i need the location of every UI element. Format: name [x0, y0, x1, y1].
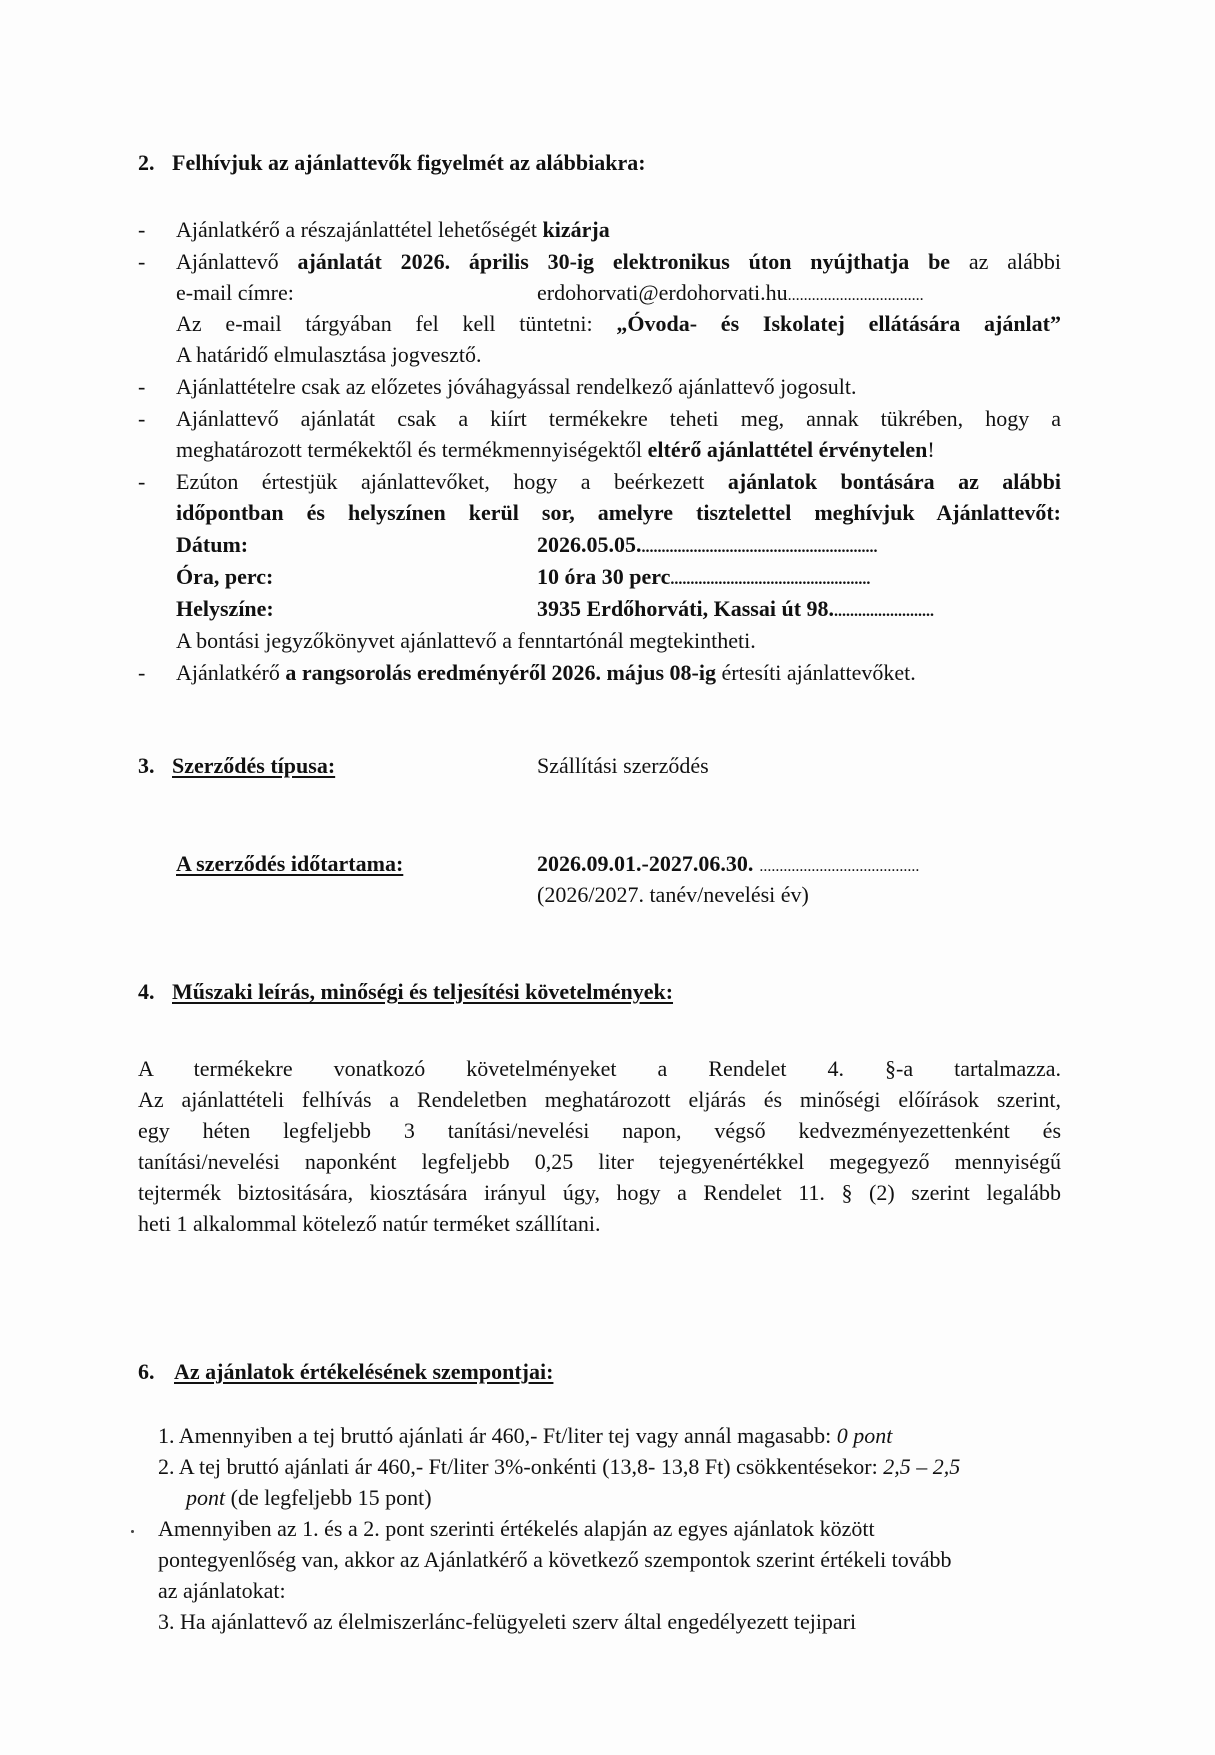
detail-value-location	[537, 594, 934, 627]
paragraph-line: tejtermék biztositására, kiosztására irányul úgy, hogy a Rendelet 11. § (2) szerint legalább	[138, 1180, 1061, 1205]
section-6-heading	[138, 1357, 553, 1387]
criterion-1	[158, 1421, 892, 1451]
paragraph-line: tanítási/nevelési naponként legfeljebb 0,25 liter tejegyenértékkel megegyező mennyiségű	[138, 1149, 1061, 1174]
section-number: 3.	[138, 753, 155, 778]
list-item-line	[176, 467, 1061, 497]
item-bold-text: a rangsorolás eredményéről 2026. május 08-ig	[285, 660, 716, 685]
contract-duration-line	[537, 849, 919, 882]
criterion-text: 2. A tej bruttó ajánlati ár 460,- Ft/liter 3%-onkénti (13,8- 13,8 Ft) csökkentésekor:	[158, 1454, 884, 1479]
paragraph-line: Az ajánlattételi felhívás a Rendeletben meghatározott eljárás és minőségi előírások szerint,	[138, 1087, 1061, 1112]
section-number: 2.	[138, 150, 155, 175]
item-text: meghatározott termékektől és termékmennyiségektől	[176, 437, 648, 462]
dot-leader: ...........................................................	[641, 539, 878, 556]
list-item-line: Ajánlattevő ajánlatát csak a kiírt termékekre teheti meg, annak tükrében, hogy a	[176, 406, 1061, 431]
paragraph-line: A termékekre vonatkozó követelményeket a Rendelet 4. §-a tartalmazza.	[138, 1056, 1061, 1081]
section-4-heading	[138, 977, 673, 1007]
criterion-3: 3. Ha ajánlattevő az élelmiszerlánc-felügyeleti szerv által engedélyezett tejipari	[158, 1609, 857, 1634]
list-item	[176, 215, 610, 245]
section-number: 4.	[138, 979, 155, 1004]
detail-label-location: Helyszíne:	[176, 596, 274, 621]
paragraph-line: heti 1 alkalommal kötelező natúr terméket szállítani.	[138, 1211, 601, 1236]
contract-duration-note: (2026/2027. tanév/nevelési év)	[537, 882, 809, 907]
contract-type-value: Szállítási szerződés	[537, 753, 709, 778]
email-address[interactable]: erdohorvati@erdohorvati.hu	[537, 280, 788, 305]
detail-value-time	[537, 562, 870, 595]
dot-leader: .........................	[834, 603, 935, 620]
bullet-dash: -	[138, 249, 146, 274]
criterion-2	[158, 1452, 960, 1482]
section-title: Felhívjuk az ajánlattevők figyelmét az alábbiakra:	[172, 150, 646, 175]
item-bold-text: kizárja	[542, 217, 610, 242]
criterion-2-continued	[186, 1483, 432, 1513]
item-text: !	[927, 437, 935, 462]
section-title: Az ajánlatok értékelésének szempontjai:	[174, 1359, 554, 1384]
time-value: 10 óra 30 perc	[537, 564, 671, 589]
criterion-points: 0 pont	[836, 1423, 893, 1448]
section-title: Műszaki leírás, minőségi és teljesítési követelmények:	[172, 979, 674, 1004]
email-subject-line	[176, 309, 1061, 339]
dot-leader: ..................................................	[670, 571, 871, 588]
dot-leader: ..................................	[787, 287, 924, 304]
bullet-dash: -	[138, 217, 146, 242]
bullet-dash: -	[138, 374, 146, 399]
detail-label-time: Óra, perc:	[176, 564, 274, 589]
item-bold-text: eltérő ajánlattétel érvénytelen	[647, 437, 928, 462]
item-bold-text: ajánlatok bontására az alábbi	[727, 469, 1061, 494]
section-title: Szerződés típusa:	[172, 753, 336, 778]
bullet-dash: -	[138, 406, 146, 431]
item-text: Ajánlattevő	[176, 249, 298, 274]
criterion-text: (de legfeljebb 15 pont)	[225, 1485, 432, 1510]
subject-label: Az e-mail tárgyában fel kell tüntetni:	[176, 311, 617, 336]
subject-value: „Óvoda- és Iskolatej ellátására ajánlat”	[616, 311, 1061, 336]
email-label: e-mail címre:	[176, 280, 294, 305]
dot-leader: ........................................	[759, 858, 920, 875]
criterion-text: 1. Amennyiben a tej bruttó ajánlati ár 460,- Ft/liter tej vagy annál magasabb:	[158, 1423, 837, 1448]
item-text: Ezúton értestjük ajánlattevőket, hogy a beérkezett	[176, 469, 728, 494]
item-text: értesíti ajánlattevőket.	[715, 660, 916, 685]
item-bold-text: ajánlatát 2026. április 30-ig elektronikus úton nyújthatja be	[297, 249, 951, 274]
scan-artifact-dot	[131, 1530, 134, 1533]
criterion-points-unit: pont	[186, 1485, 226, 1510]
list-item	[176, 247, 1061, 277]
detail-value-date	[537, 530, 878, 563]
list-item	[176, 658, 916, 688]
item-text: Ajánlatkérő	[176, 660, 286, 685]
list-item-line: időpontban és helyszínen kerül sor, amelyre tisztelettel meghívjuk Ajánlattevőt:	[176, 500, 1061, 525]
paragraph-line: egy héten legfeljebb 3 tanítási/nevelési napon, végső kedvezményezettenként és	[138, 1118, 1061, 1143]
tie-break-line: az ajánlatokat:	[158, 1578, 286, 1603]
tie-break-line: Amennyiben az 1. és a 2. pont szerinti értékelés alapján az egyes ajánlatok között	[158, 1516, 875, 1541]
section-number: 6.	[138, 1359, 155, 1384]
bullet-dash: -	[138, 660, 146, 685]
item-text: az alábbi	[950, 249, 1061, 274]
tie-break-line: pontegyenlőség van, akkor az Ajánlatkérő a következő szempontok szerint értékeli tovább	[158, 1547, 952, 1572]
item-text: Ajánlatkérő a részajánlattétel lehetőségét	[176, 217, 543, 242]
detail-label-date: Dátum:	[176, 532, 249, 557]
contract-duration-value: 2026.09.01.-2027.06.30.	[537, 851, 754, 876]
list-item-line	[176, 435, 935, 465]
list-item: Ajánlattételre csak az előzetes jóváhagyással rendelkező ajánlattevő jogosult.	[176, 374, 857, 399]
contract-duration-label: A szerződés időtartama:	[176, 851, 404, 876]
section-3-heading	[138, 751, 335, 781]
deadline-note: A határidő elmulasztása jogvesztő.	[176, 342, 482, 367]
protocol-note: A bontási jegyzőkönyvet ajánlattevő a fenntartónál megtekintheti.	[176, 628, 756, 653]
email-line	[537, 278, 924, 311]
location-value: 3935 Erdőhorváti, Kassai út 98.	[537, 596, 835, 621]
section-2-heading	[138, 148, 646, 178]
criterion-points: 2,5 – 2,5	[883, 1454, 961, 1479]
bullet-dash: -	[138, 469, 146, 494]
date-value: 2026.05.05.	[537, 532, 642, 557]
